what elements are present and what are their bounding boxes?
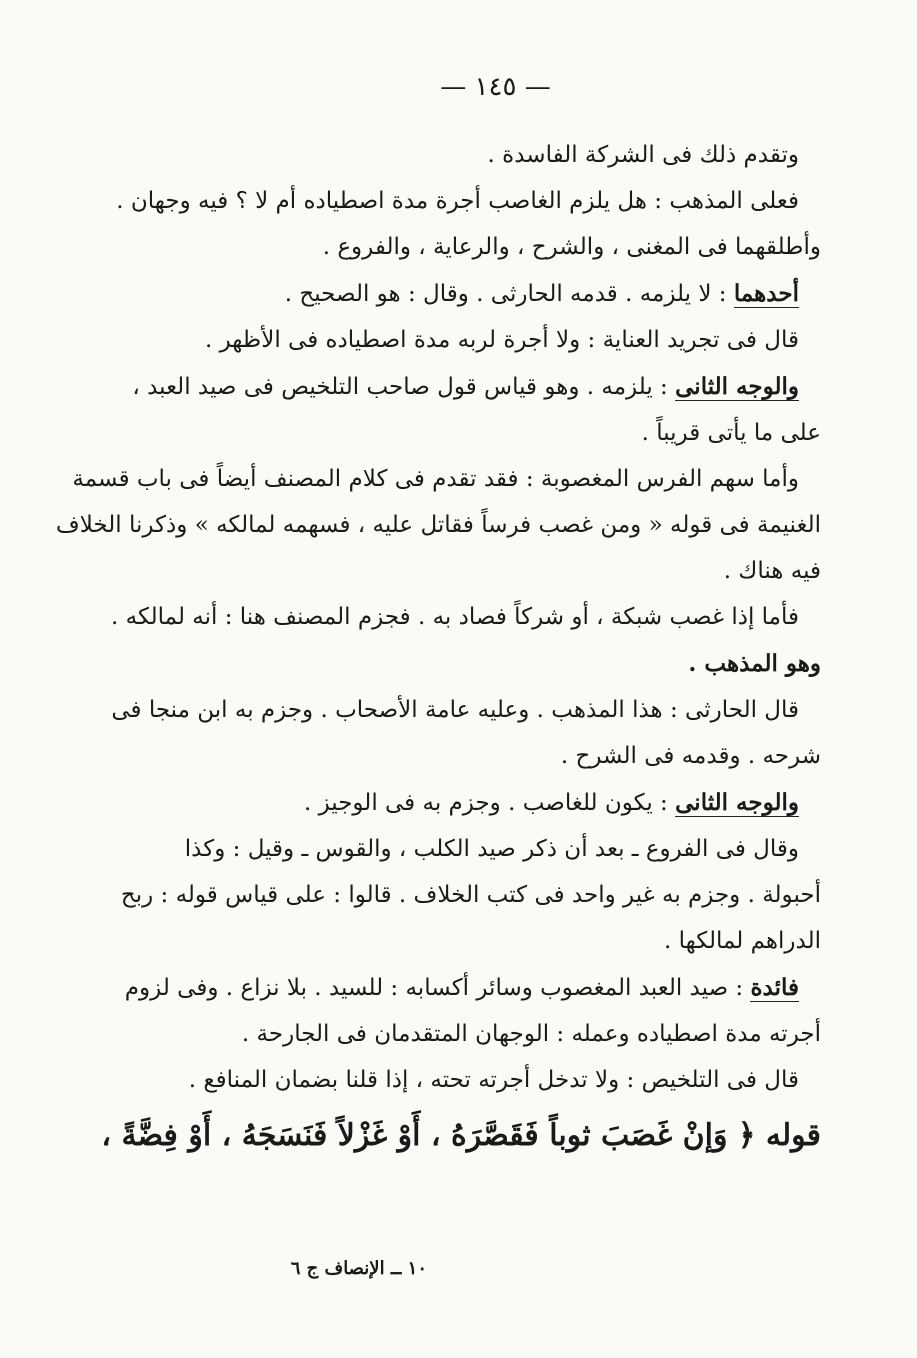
text-line <box>72 466 821 493</box>
text-line <box>55 512 821 539</box>
text-line <box>120 882 821 909</box>
line-text: الغنيمة فى قوله « ومن غصب فرساً فقاتل عليه ، فسهمه لمالكه » وذكرنا الخلاف <box>55 512 821 538</box>
text-line <box>170 280 821 308</box>
line-lead-term: أحدهما <box>733 280 799 307</box>
text-line <box>170 1067 821 1094</box>
line-lead-term: والوجه الثانى <box>675 789 799 816</box>
line-text: على ما يأتى قريباً . <box>641 420 821 446</box>
text-line <box>170 142 821 169</box>
line-text: : لا يلزمه . قدمه الحارثى . وقال : هو الصحيح . <box>284 281 734 307</box>
line-text: وأما سهم الفرس المغصوبة : فقد تقدم فى كلام المصنف أيضاً فى باب قسمة <box>72 466 799 492</box>
line-text: فعلى المذهب : هل يلزم الغاصب أجرة مدة اصطياده أم لا ؟ فيه وجهان . <box>116 188 799 214</box>
text-line <box>170 234 821 261</box>
text-line <box>170 327 821 354</box>
line-text: : يكون للغاصب . وجزم به فى الوجيز . <box>303 790 676 816</box>
text-line <box>111 604 821 631</box>
line-text: الدراهم لمالكها . <box>664 928 821 954</box>
line-lead-term: والوجه الثانى <box>675 373 799 400</box>
text-line <box>124 974 821 1002</box>
footer-signature: ١٠ ــ الإنصاف ج ٦ <box>290 1258 427 1279</box>
text-line <box>170 558 821 585</box>
text-line <box>170 1021 821 1048</box>
text-line <box>170 420 821 447</box>
line-lead-term: فائدة <box>750 974 799 1001</box>
line-text: فأما إذا غصب شبكة ، أو شركاً فصاد به . فجزم المصنف هنا : أنه لمالكه . <box>111 604 799 630</box>
text-line <box>116 188 821 215</box>
line-text: أجرته مدة اصطياده وعمله : الوجهان المتقدمان فى الجارحة . <box>241 1021 821 1047</box>
line-text: : صيد العبد المغصوب وسائر أكسابه : للسيد . بلا نزاع . وفى لزوم <box>124 975 751 1001</box>
quote-line: قوله ﴿ وَإنْ غَصَبَ ثوباً فَقَصَّرَهُ ، أَوْ غَزْلاً فَنَسَجَهُ ، أَوْ فِضَّةً ، <box>101 1118 821 1153</box>
line-text: وهو المذهب . <box>688 650 821 677</box>
text-line <box>132 373 821 401</box>
text-line <box>170 836 821 863</box>
line-text: قال فى التلخيص : ولا تدخل أجرته تحته ، إذا قلنا بضمان المنافع . <box>188 1067 799 1093</box>
line-text: قال الحارثى : هذا المذهب . وعليه عامة الأصحاب . وجزم به ابن منجا فى <box>111 697 799 723</box>
line-text: فيه هناك . <box>723 558 821 584</box>
line-text: قال فى تجريد العناية : ولا أجرة لربه مدة اصطياده فى الأظهر . <box>204 327 799 353</box>
page-number: — ١٤٥ — <box>440 72 551 102</box>
text-line <box>170 789 821 817</box>
line-text: : يلزمه . وهو قياس قول صاحب التلخيص فى صيد العبد ، <box>132 374 676 400</box>
line-text: وأطلقهما فى المغنى ، والشرح ، والرعاية ، والفروع . <box>322 234 821 260</box>
text-line <box>170 743 821 770</box>
text-line <box>170 650 821 678</box>
text-line <box>111 697 821 724</box>
line-text: شرحه . وقدمه فى الشرح . <box>560 743 821 769</box>
text-line <box>170 928 821 955</box>
line-text: وقال فى الفروع ـ بعد أن ذكر صيد الكلب ، والقوس ـ وقيل : وكذا <box>184 836 799 862</box>
body-text <box>55 142 821 1094</box>
line-text: وتقدم ذلك فى الشركة الفاسدة . <box>487 142 799 168</box>
line-text: أحبولة . وجزم به غير واحد فى كتب الخلاف . قالوا : على قياس قوله : ربح <box>120 882 821 908</box>
